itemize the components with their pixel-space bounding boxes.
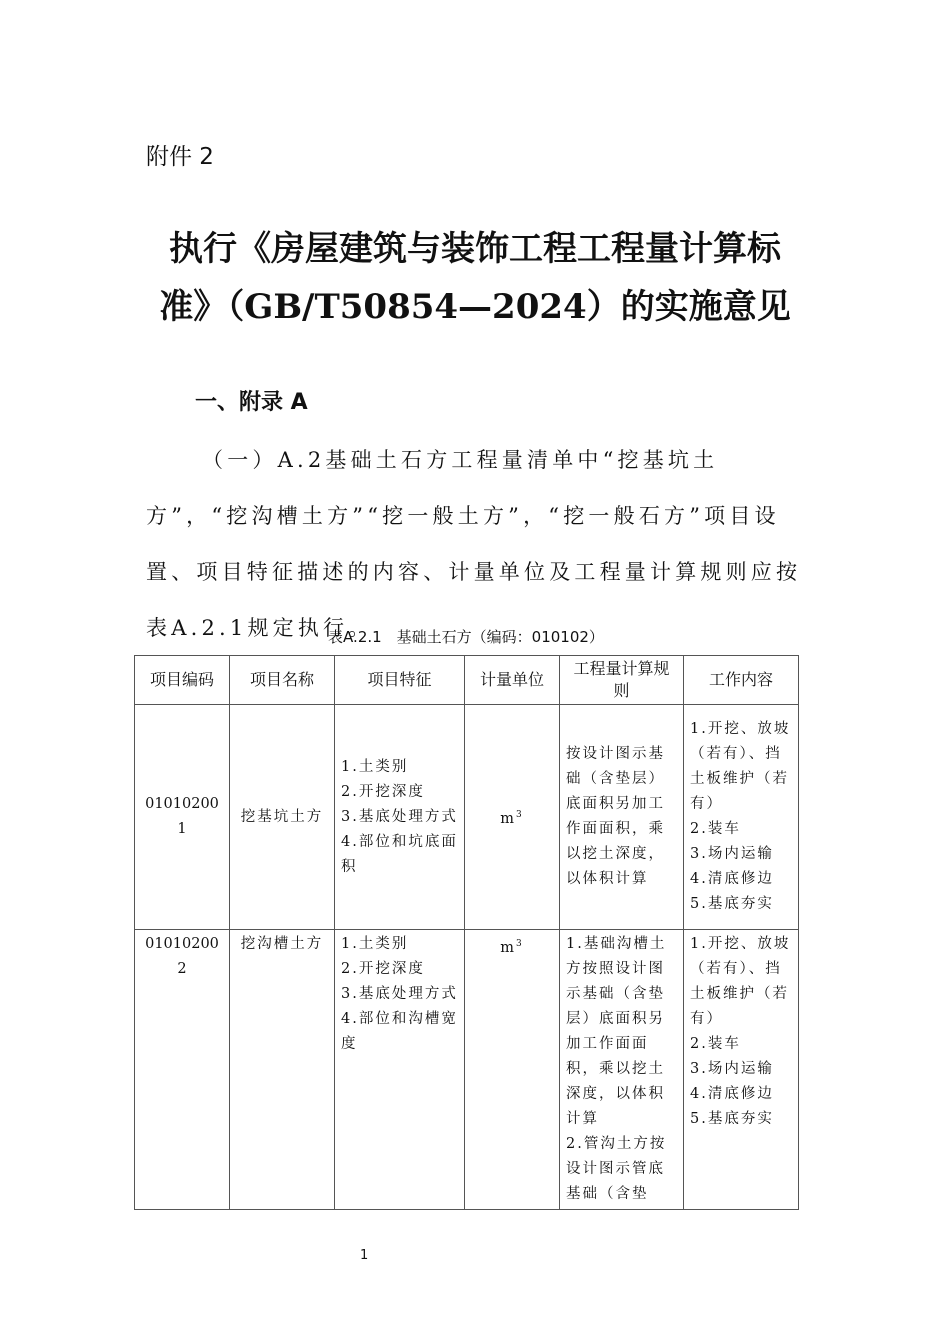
header-unit: 计量单位 (465, 656, 560, 705)
cell-features (335, 930, 465, 1210)
feature-item: 2.开挖深度 (341, 783, 425, 800)
work-item: 1.开挖、放坡（若有）、挡土板维护（若有） (690, 936, 791, 1027)
document-title (140, 220, 810, 336)
rule-item: 1.基础沟槽土方按照设计图示基础（含垫层）底面积另加工作面面积，乘以挖土深度，以体积计算 (566, 936, 667, 1127)
work-item: 2.装车 (690, 1036, 741, 1052)
work-item: 3.场内运输 (690, 1061, 774, 1077)
header-code: 项目编码 (135, 656, 230, 705)
cell-name: 挖沟槽土方 (230, 930, 335, 1210)
title-line-1: 执行《房屋建筑与装饰工程工程量计算标 (169, 229, 781, 269)
header-rule: 工程量计算规则 (560, 656, 684, 705)
work-item: 5.基底夯实 (690, 896, 774, 912)
cell-rule (560, 930, 684, 1210)
work-item: 4.清底修边 (690, 871, 774, 887)
table-row (135, 930, 799, 1210)
title-line-2: 准》（GB/T50854—2024）的实施意见 (159, 287, 791, 327)
section-heading: 一、附录 A (195, 390, 308, 415)
feature-item: 1.土类别 (341, 758, 409, 775)
work-item: 1.开挖、放坡（若有）、挡土板维护（若有） (690, 721, 791, 812)
cell-code: 010102001 (135, 705, 230, 930)
table-row (135, 705, 799, 930)
body-paragraph: （一）A.2基础土石方工程量清单中“挖基坑土方”，“挖沟槽土方”“挖一般土方”，“挖一般石方”项目设置、项目特征描述的内容、计量单位及工程量计算规则应按表A.2.1规定执行。 (146, 448, 802, 640)
header-name: 项目名称 (230, 656, 335, 705)
work-item: 2.装车 (690, 821, 741, 837)
table-caption: 表A.2.1 基础土石方（编码：010102） (328, 628, 604, 646)
work-item: 4.清底修边 (690, 1086, 774, 1102)
table-header-row (135, 656, 799, 705)
cell-work (684, 705, 799, 930)
work-item: 5.基底夯实 (690, 1111, 774, 1127)
feature-item: 3.基底处理方式 (341, 808, 458, 825)
work-item: 3.场内运输 (690, 846, 774, 862)
page-number: 1 (360, 1248, 369, 1263)
spec-table (134, 655, 799, 1210)
cell-unit: $m^3$ (465, 930, 560, 1210)
header-features: 项目特征 (335, 656, 465, 705)
header-work: 工作内容 (684, 656, 799, 705)
rule-item: 2.管沟土方按设计图示管底基础（含垫 (566, 1136, 667, 1202)
feature-item: 4.部位和沟槽宽度 (341, 1011, 458, 1052)
cell-rule: 按设计图示基础（含垫层）底面积另加工作面面积，乘以挖土深度，以体积计算 (560, 705, 684, 930)
cell-name: 挖基坑土方 (230, 705, 335, 930)
feature-item: 4.部位和坑底面积 (341, 833, 458, 875)
attachment-label: 附件 2 (146, 144, 214, 170)
feature-item: 2.开挖深度 (341, 961, 425, 977)
cell-features (335, 705, 465, 930)
cell-code: 010102002 (135, 930, 230, 1210)
feature-item: 3.基底处理方式 (341, 986, 458, 1002)
feature-item: 1.土类别 (341, 936, 409, 952)
cell-work (684, 930, 799, 1210)
cell-unit: $m^3$ (465, 705, 560, 930)
